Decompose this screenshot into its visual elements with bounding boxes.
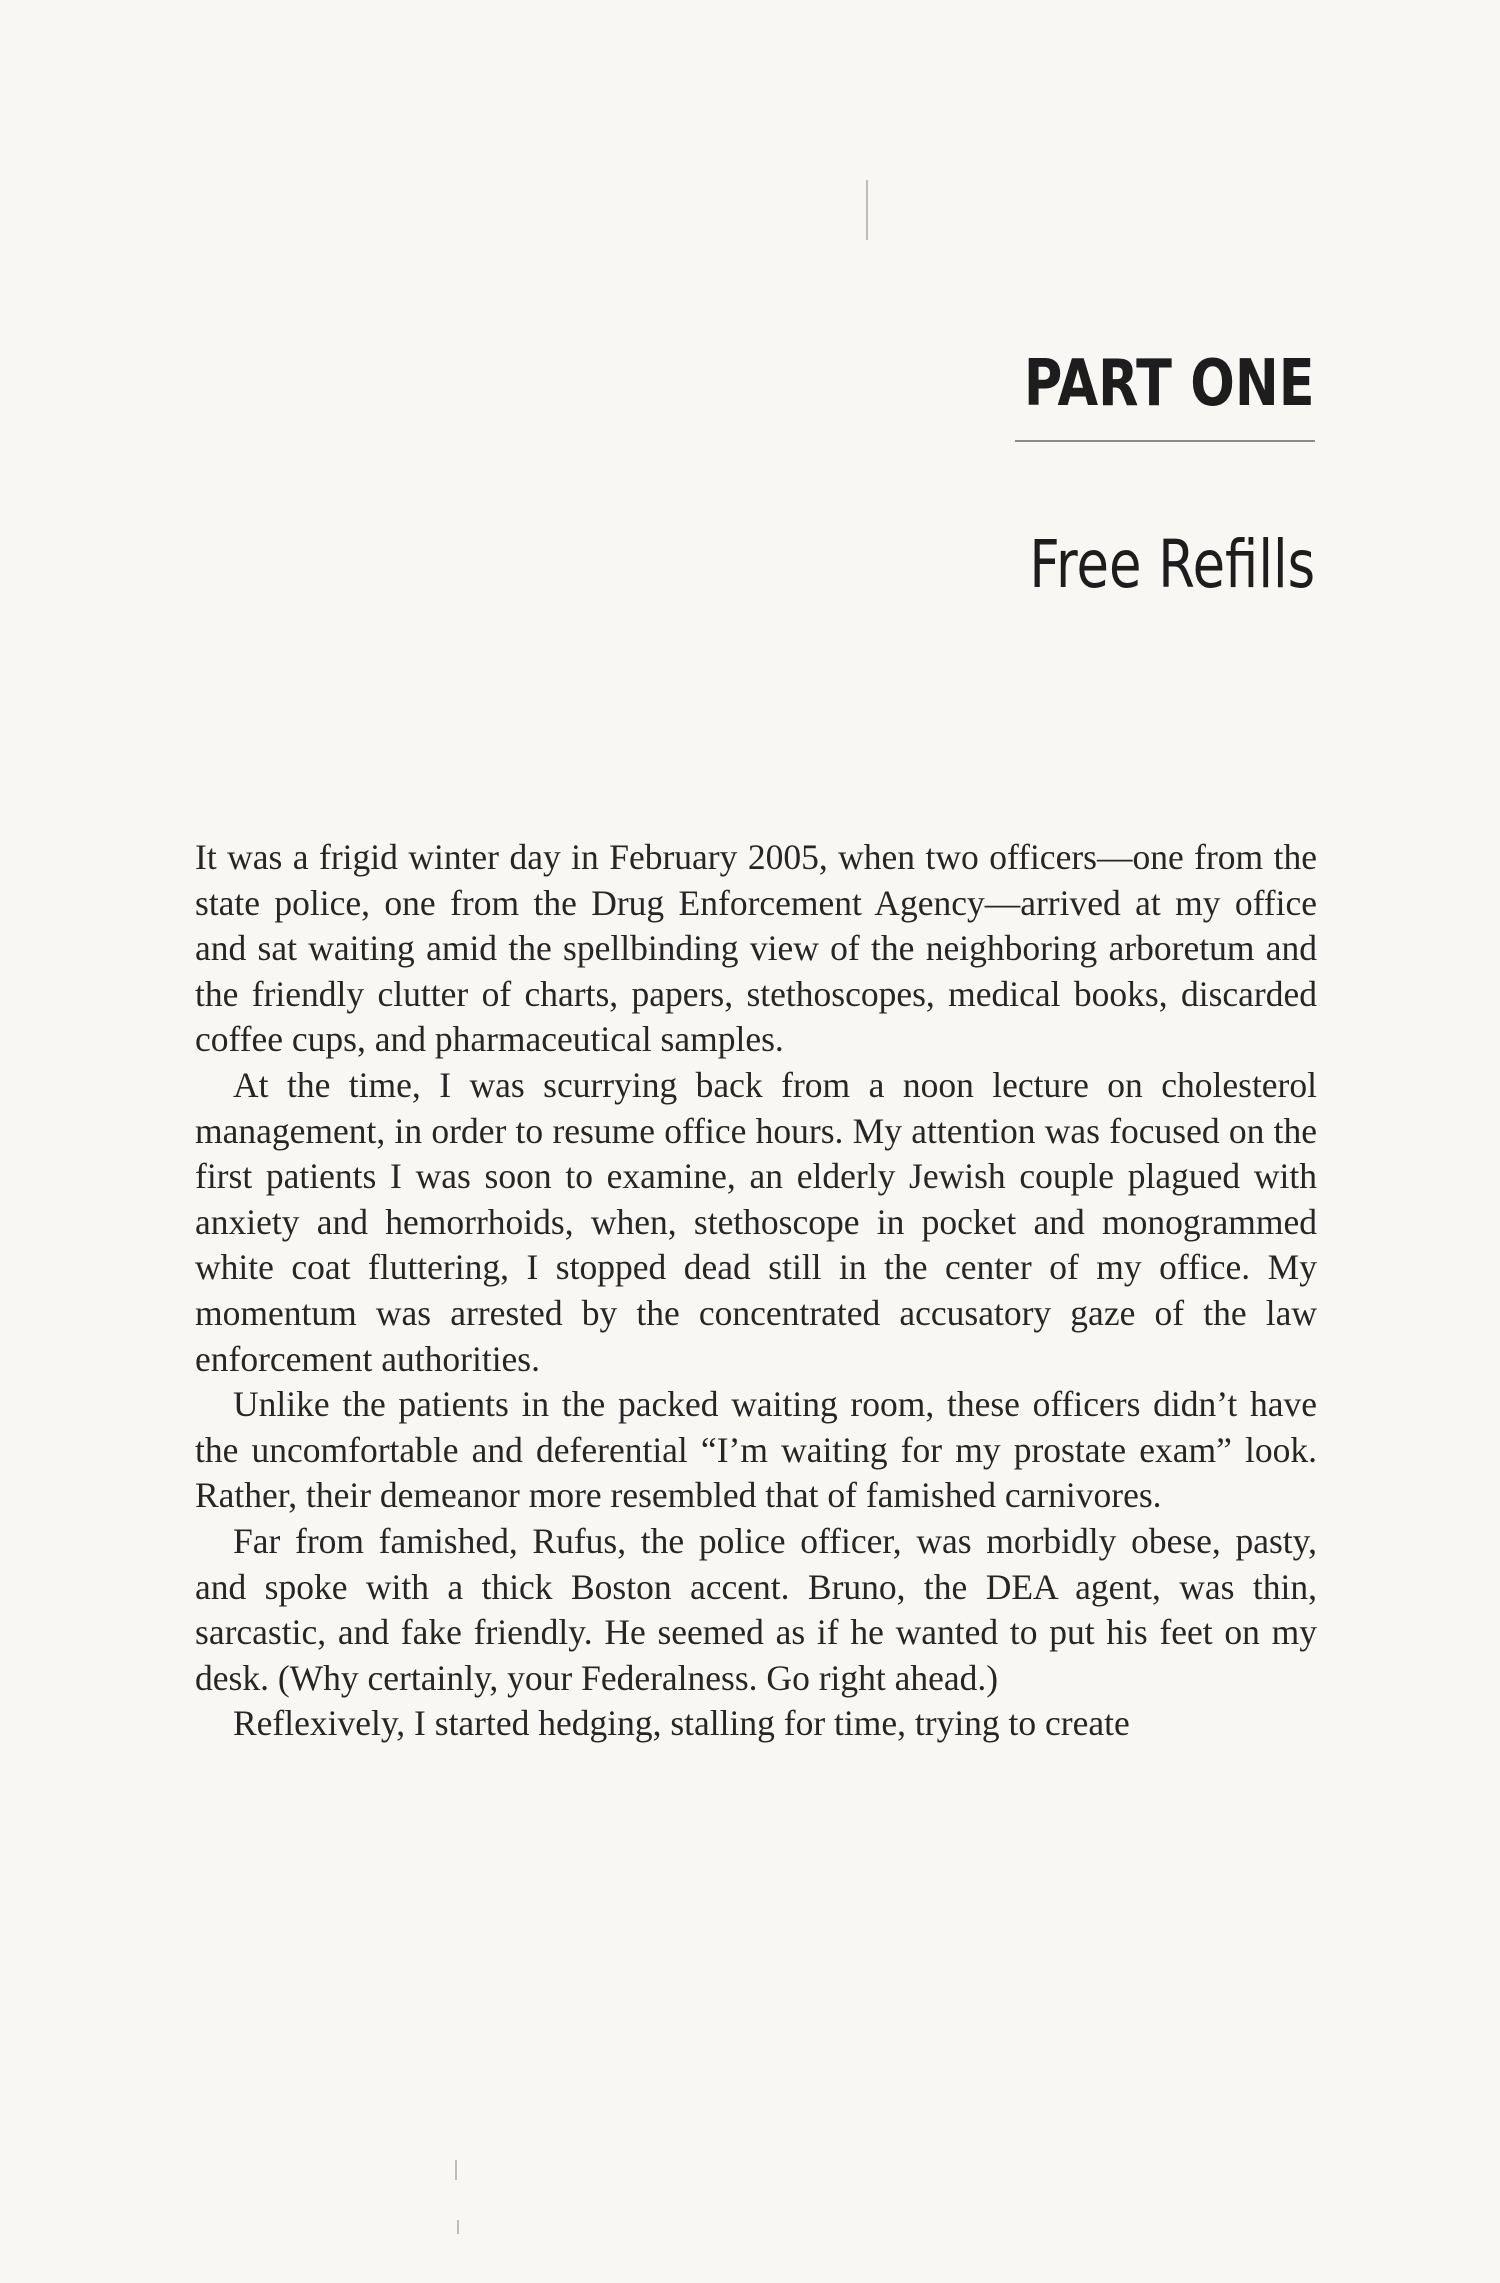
paragraph: It was a frigid winter day in February 2005, when two officers—one from the state police, one from the Drug Enforcement Agency—arrived at my office and sat waiting amid the spellbinding view of the neighboring arboretum and the friendly clutter of charts, papers, stethoscopes, medical books, discarded coffee cups, and pharmaceutical samples. bbox=[195, 837, 1317, 1060]
chapter-title: Free Refills bbox=[1029, 526, 1315, 603]
scan-mark bbox=[457, 2220, 459, 2234]
paragraph: Reflexively, I started hedging, stalling for time, trying to create bbox=[233, 1703, 1130, 1744]
scan-mark bbox=[866, 180, 868, 240]
part-title-rule bbox=[1015, 440, 1315, 442]
paragraph: At the time, I was scurrying back from a noon lecture on cholesterol management, in order to resume office hours. My attention was focused on the first patients I was soon to examine, an elderly Jewish couple plagued with anxiety and hemorrhoids, when, stethoscope in pocket and monogrammed white coat fluttering, I stopped dead still in the center of my office. My momentum was arrested by the concentrated accusatory gaze of the law enforcement authorities. bbox=[195, 1064, 1317, 1379]
paragraph: Unlike the patients in the packed waiting room, these officers didn’t have the uncomfortable and deferential “I’m waiting for my prostate exam” look. Rather, their demeanor more resembled that of famished carnivores. bbox=[195, 1384, 1317, 1516]
paragraph: Far from famished, Rufus, the police officer, was morbidly obese, pasty, and spoke with a thick Boston accent. Bruno, the DEA agent, was thin, sarcastic, and fake friendly. He seemed as if he wanted to put his feet on my desk. (Why certainly, your Federalness. Go right ahead.) bbox=[195, 1520, 1317, 1698]
part-title: PART ONE bbox=[1024, 347, 1315, 421]
scan-mark bbox=[455, 2160, 457, 2180]
body-text bbox=[195, 835, 1317, 1747]
